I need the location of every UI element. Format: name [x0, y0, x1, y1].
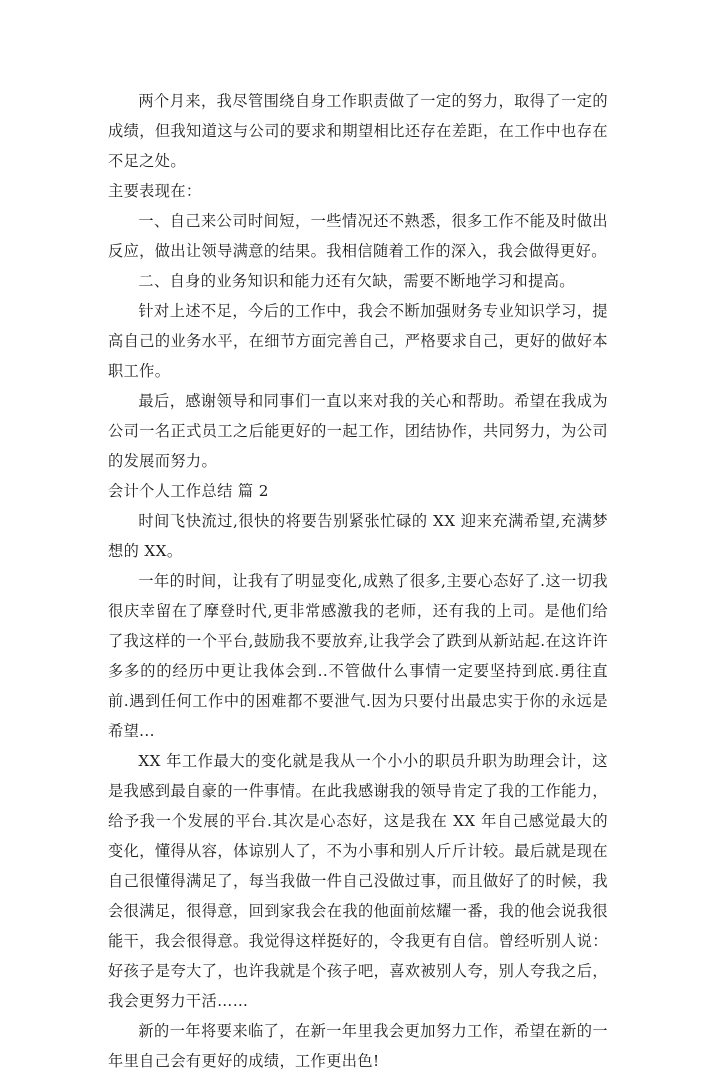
paragraph-thanks: 最后，感谢领导和同事们一直以来对我的关心和帮助。希望在我成为公司一名正式员工之后能更好的一起工作，团结协作，共同努力，为公司的发展而努力。	[108, 392, 608, 470]
paragraph-intro: 时间飞快流过,很快的将要告别紧张忙碌的 XX 迎来充满希望,充满梦想的 XX。	[108, 512, 608, 560]
paragraph-main-points-label: 主要表现在：	[108, 182, 202, 200]
paragraph-point-two: 二、自身的业务知识和能力还有欠缺，需要不断地学习和提高。	[138, 272, 575, 290]
paragraph-improvement-plan: 针对上述不足，今后的工作中，我会不断加强财务专业知识学习，提高自己的业务水平，在细节方面完善自己，严格要求自己，更好的做好本职工作。	[108, 302, 608, 380]
document-page	[108, 86, 608, 1076]
paragraph-year-review: 一年的时间，让我有了明显变化,成熟了很多,主要心态好了.这一切我很庆幸留在了摩登时代,更非常感激我的老师，还有我的上司。是他们给了我这样的一个平台,鼓励我不要放弃,让我学会了跌到从新站起.在这许许多多的的经历中更让我体会到..不管做什么事情一定要坚持到底.勇往直前.遇到任何工作中的困难都不要泄气.因为只要付出最忠实于你的永远是希望...	[108, 572, 608, 740]
paragraph-summary: 两个月来，我尽管围绕自身工作职责做了一定的努力，取得了一定的成绩，但我知道这与公司的要求和期望相比还存在差距，在工作中也存在不足之处。	[108, 92, 608, 170]
paragraph-biggest-change: XX 年工作最大的变化就是我从一个小小的职员升职为助理会计，这是我感到最自豪的一件事情。在此我感谢我的领导肯定了我的工作能力，给予我一个发展的平台.其次是心态好，这是我在 XX 年自己感觉最大的变化，懂得从容，体谅别人了，不为小事和别人斤斤计较。最后就是现在自己很懂得满足了，每当我做一件自己没做过事，而且做好了的时候，我会很满足，很得意，回到家我会在我的他面前炫耀一番，我的他会说我很能干，我会很得意。我觉得这样挺好的，令我更有自信。曾经听别人说：好孩子是夸大了，也许我就是个孩子吧，喜欢被别人夸，别人夸我之后，我会更努力干活……	[108, 752, 608, 1010]
section-heading: 会计个人工作总结 篇 2	[108, 482, 269, 500]
paragraph-point-one: 一、自己来公司时间短，一些情况还不熟悉，很多工作不能及时做出反应，做出让领导满意的结果。我相信随着工作的深入，我会做得更好。	[108, 212, 608, 260]
paragraph-new-year: 新的一年将要来临了，在新一年里我会更加努力工作，希望在新的一年里自己会有更好的成绩，工作更出色!	[108, 1022, 608, 1070]
